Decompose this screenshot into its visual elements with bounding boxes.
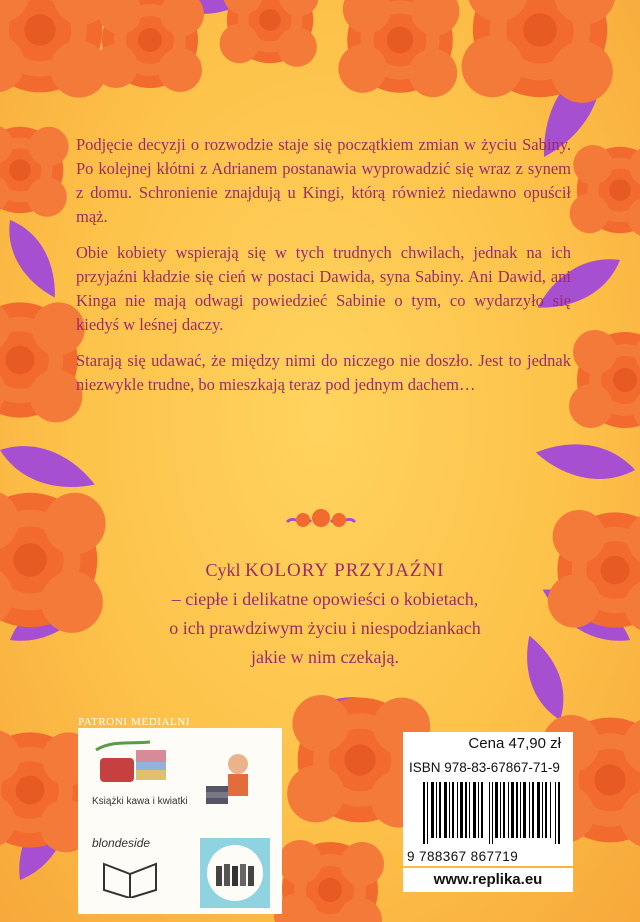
series-name: KOLORY PRZYJAŹNI [245,560,445,581]
media-patrons-label: PATRONI MEDIALNI [78,716,191,728]
series-title-line [100,556,550,585]
open-book-logo-icon [100,854,160,898]
series-line-2: – ciepłe i delikatne opowieści o kobietach, [171,589,479,609]
series-info [100,556,550,672]
series-prefix: Cykl [205,560,241,580]
price-label: Cena 47,90 zł [403,732,573,758]
flower-ornament-icon [285,506,357,534]
publisher-website: www.replika.eu [403,868,573,892]
description-paragraph-2: Obie kobiety wspierają się w tych trudnych chwilach, jednak na ich przyjaźni kładzie się cień w postaci Dawida, syna Sabiny. Ani Dawid, ani Kinga nie mają odwagi powiedzieć Sabinie o tym, co wydarzyło się kiedyś w leśnej daczy. [76,243,571,334]
reading-girl-logo-icon [200,740,272,812]
book-description [76,133,571,409]
ean-number: 9 788367 867719 [407,849,519,864]
description-paragraph-1: Podjęcie decyzji o rozwodzie staje się początkiem zmian w życiu Sabiny. Po kolejnej kłótni z Adrianem postanawia wyprowadzić się wraz z synem z domu. Schronienie znajdują u Kingi, którą również niedawno opuścił mąż. [76,135,571,226]
description-paragraph-3: Starają się udawać, że między nimi do niczego nie doszło. Jest to jednak niezwykle trudne, bo mieszkają teraz pod jednym dachem… [76,351,571,394]
kawa-logo-text: Książki kawa i kwiatki [92,796,188,807]
media-patrons-box [78,728,282,914]
isbn-number: ISBN 978-83-67867-71-9 [409,760,560,775]
barcode-panel [403,756,573,866]
series-line-4: jakie w nim czekają. [251,647,399,667]
barcode-icon [423,782,563,844]
series-line-3: o ich prawdziwym życiu i niespodziankach [169,618,481,638]
bookshelf-logo-icon [200,838,270,908]
blondeside-logo-text: blondeside [92,836,151,850]
